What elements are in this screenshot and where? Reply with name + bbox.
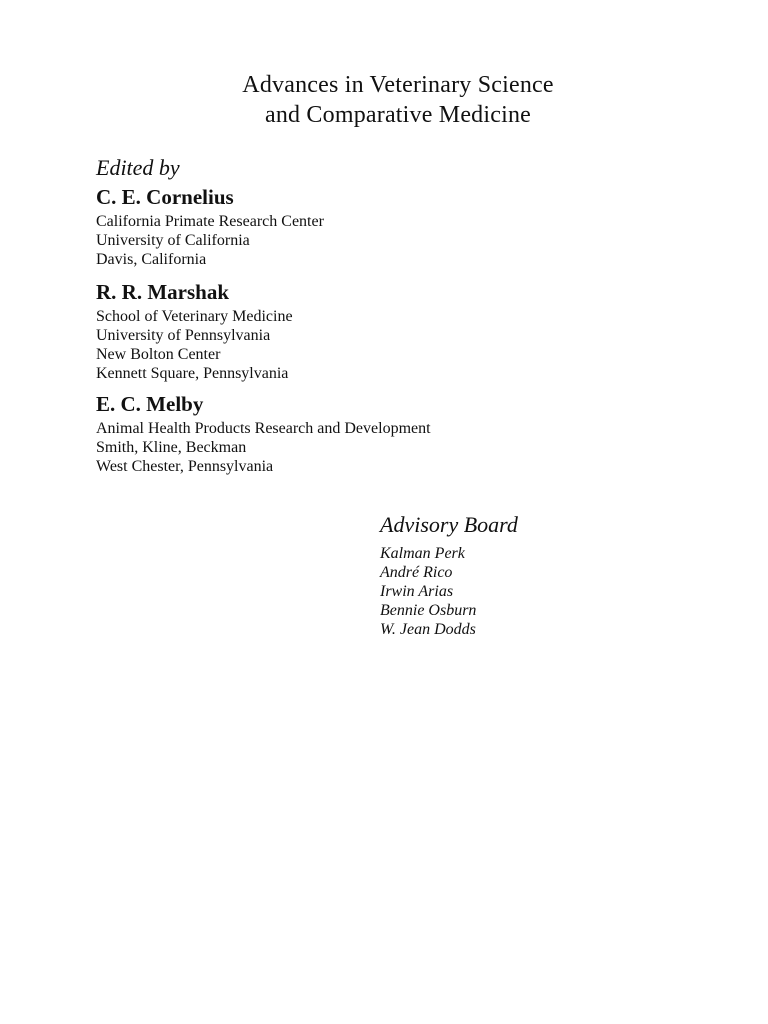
edited-by-heading: Edited by <box>96 155 180 180</box>
editor-block <box>96 279 293 383</box>
advisory-board-member: W. Jean Dodds <box>380 621 476 638</box>
editor-affiliation-line: University of Pennsylvania <box>96 327 271 344</box>
book-title <box>0 70 768 130</box>
editor-affiliation-line: Animal Health Products Research and Development <box>96 420 431 437</box>
advisory-board-member: André Rico <box>380 564 453 581</box>
editor-affiliation-line: California Primate Research Center <box>96 213 324 230</box>
editor-affiliation-line: Smith, Kline, Beckman <box>96 439 247 456</box>
book-title-line-1: Advances in Veterinary Science <box>242 72 554 98</box>
editor-affiliation-line: University of California <box>96 232 250 249</box>
editor-affiliation-line: School of Veterinary Medicine <box>96 308 293 325</box>
editor-affiliation-line: West Chester, Pennsylvania <box>96 458 274 475</box>
editor-affiliation-line: Kennett Square, Pennsylvania <box>96 365 289 382</box>
editor-block <box>96 184 324 269</box>
advisory-board-member: Irwin Arias <box>380 583 454 600</box>
book-title-line-2: and Comparative Medicine <box>264 102 532 128</box>
editor-name: C. E. Cornelius <box>96 185 234 209</box>
editor-name: E. C. Melby <box>96 392 204 416</box>
advisory-board-heading: Advisory Board <box>380 512 518 537</box>
advisory-board-member: Bennie Osburn <box>380 602 477 619</box>
editor-block <box>96 391 431 476</box>
editor-affiliation-line: Davis, California <box>96 251 207 268</box>
advisory-board-member: Kalman Perk <box>380 545 465 562</box>
advisory-board <box>380 510 518 639</box>
editor-name: R. R. Marshak <box>96 280 230 304</box>
editor-affiliation-line: New Bolton Center <box>96 346 221 363</box>
